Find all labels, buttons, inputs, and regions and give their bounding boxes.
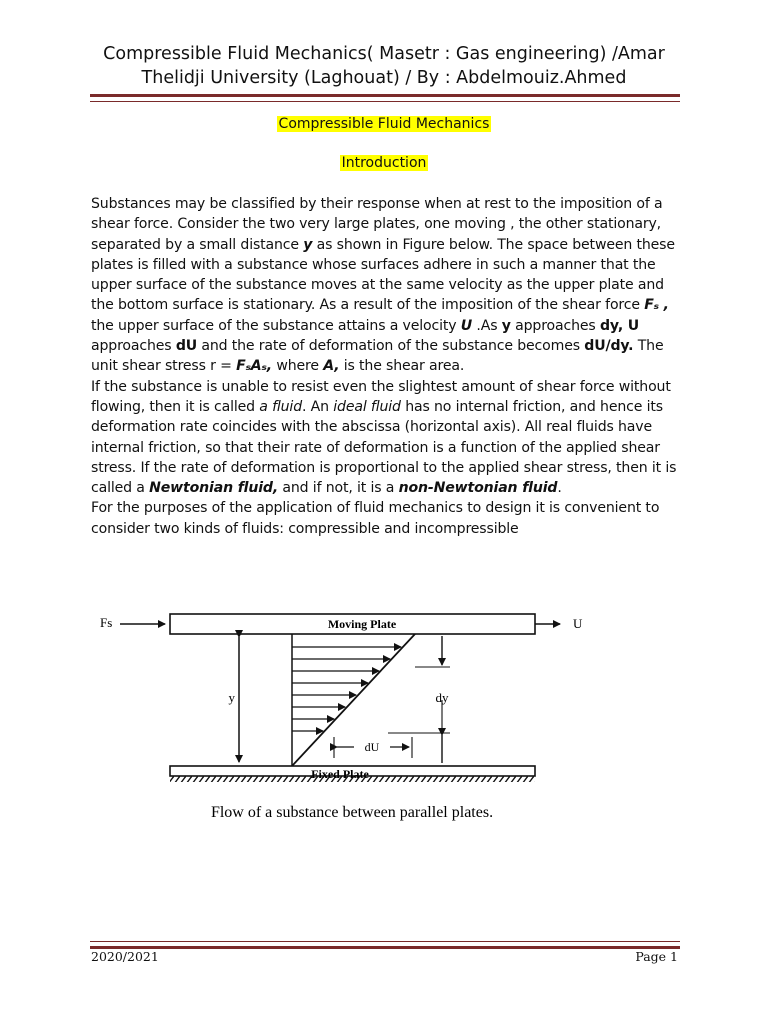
header-rule [90,94,680,102]
fs-label: Fs [100,615,113,630]
footer-year: 2020/2021 [91,949,159,964]
section-highlight: Introduction [341,155,427,171]
fixed-plate-label: Fixed Plate [311,767,369,781]
document-title [0,116,768,132]
du-label: dU [364,740,380,754]
u-label: U [573,616,583,631]
section-heading [0,155,768,171]
parallel-plates-figure [90,600,610,830]
header-line-2: Thelidji University (Laghouat) / By : Abdelmouiz.Ahmed [141,68,627,88]
paragraph-1: Substances may be classified by their response when at rest to the imposition of a shear force. Consider the two very large plates, one moving , the other stationary, separated by a small distance y as shown in Figure below. The space between these plates is filled with a substance whose surfaces adhere in such a manner that the upper surface of the substance moves at the same velocity as the upper plate and the bottom surface is stationary. As a result of the imposition of the shear force Fₛ , the upper surface of the substance attains a velocity U .As y approaches dy, U approaches dU and the rate of deformation of the substance becomes dU/dy. The unit shear stress r = FₛAₛ, where A, is the shear area. [91,196,675,375]
title-highlight: Compressible Fluid Mechanics [278,116,490,132]
header-line-1: Compressible Fluid Mechanics( Masetr : Gas engineering) /Amar [103,44,665,64]
velocity-profile-line [292,634,415,766]
paragraph-2: If the substance is unable to resist even the slightest amount of shear force without flowing, then it is called a fluid. An ideal fluid has no internal friction, and hence its deformation rate coincides with the abscissa (horizontal axis). All real fluids have internal friction, so that their rate of deformation is a function of the applied shear stress. If the rate of deformation is proportional to the applied shear stress, then it is called a Newtonian fluid, and if not, it is a non-Newtonian fluid. [91,378,677,497]
dy-label: dy [435,690,449,705]
figure-diagram [90,600,610,830]
body-text [91,194,681,539]
moving-plate-label: Moving Plate [327,617,397,631]
footer-page-number: Page 1 [635,949,678,964]
document-header [60,42,708,90]
paragraph-3: For the purposes of the application of fluid mechanics to design it is convenient to consider two kinds of fluids: compressible and incompressible [91,500,660,537]
figure-caption: Flow of a substance between parallel plates. [210,804,494,821]
footer-rule [90,941,680,949]
y-label: y [228,690,235,705]
velocity-profile-arrows [292,647,401,731]
